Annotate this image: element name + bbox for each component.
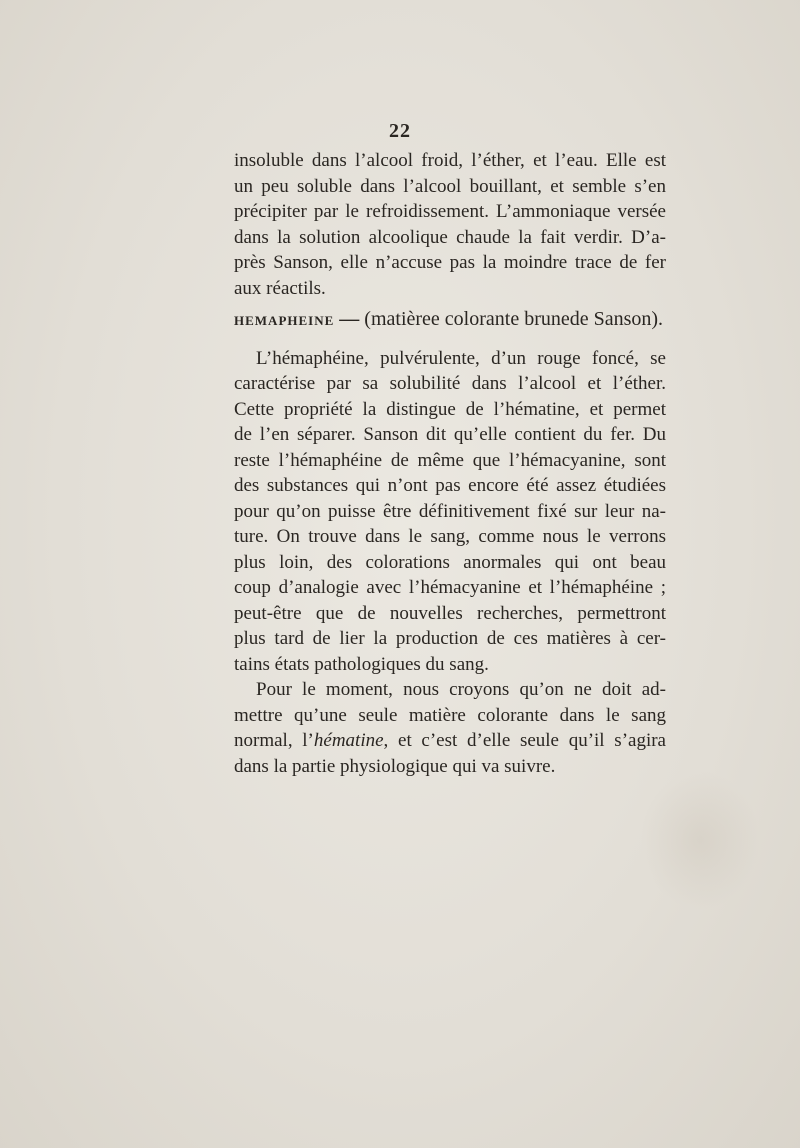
text-line: [234, 728, 666, 754]
text-line: reste l’hémaphéine de même que l’hémacyanine, sont: [234, 449, 666, 471]
text-line: plus tard de lier la production de ces matières à cer-: [234, 628, 666, 649]
text-line: mettre qu’une seule matière colorante dans le sang: [234, 704, 666, 726]
text-line: plus loin, des colorations anormales qui ont beau: [234, 551, 666, 573]
heading-term: HEMAPHEINE: [234, 313, 335, 328]
text-fragment: , et c’est d’elle seule qu’il s’agira: [383, 730, 666, 751]
text-line: près Sanson, elle n’accuse pas la moindre trace de fer: [234, 252, 666, 273]
text-line: caractérise par sa solubilité dans l’alcool et l’éther.: [234, 373, 666, 394]
paragraph-conclusion: [234, 677, 666, 779]
text-line: peut-être que de nouvelles recherches, permettront: [234, 602, 666, 624]
text-line: aux réactils.: [234, 277, 326, 299]
text-line: des substances qui n’ont pas encore été assez étudiées: [234, 475, 666, 496]
text-line: tains états pathologiques du sang.: [234, 653, 489, 675]
text-line: dans la solution alcoolique chaude la fait verdir. D’a-: [234, 226, 666, 248]
text-line: Cette propriété la distingue de l’hématine, et permet: [234, 398, 666, 420]
text-line: insoluble dans l’alcool froid, l’éther, et l’eau. Elle est: [234, 150, 666, 171]
text-line: un peu soluble dans l’alcool bouillant, et semble s’en: [234, 175, 666, 197]
heading-description: (matièree colorante brunede Sanson).: [364, 308, 664, 330]
paragraph-hemapheine: [234, 346, 666, 678]
italic-term: hématine: [313, 730, 384, 751]
body-text: [234, 148, 666, 779]
heading-dash: —: [339, 308, 360, 330]
text-line: coup d’analogie avec l’hémacyanine et l’hémaphéine ;: [234, 577, 666, 598]
show-through-stain: [640, 770, 760, 910]
page-number: 22: [389, 120, 411, 142]
paragraph-continuation: [234, 148, 666, 301]
text-line: Pour le moment, nous croyons qu’on ne doit ad-: [256, 679, 666, 700]
text-line: pour qu’on puisse être définitivement fixé sur leur na-: [234, 500, 666, 522]
text-line: dans la partie physiologique qui va suivre.: [234, 755, 556, 777]
text-line: ture. On trouve dans le sang, comme nous le verrons: [234, 526, 666, 547]
text-fragment: normal, l’: [234, 730, 314, 751]
section-heading: [234, 307, 666, 334]
text-line: de l’en séparer. Sanson dit qu’elle contient du fer. Du: [234, 424, 666, 445]
text-line: précipiter par le refroidissement. L’ammoniaque versée: [234, 201, 666, 222]
text-line: L’hémaphéine, pulvérulente, d’un rouge foncé, se: [256, 347, 666, 369]
